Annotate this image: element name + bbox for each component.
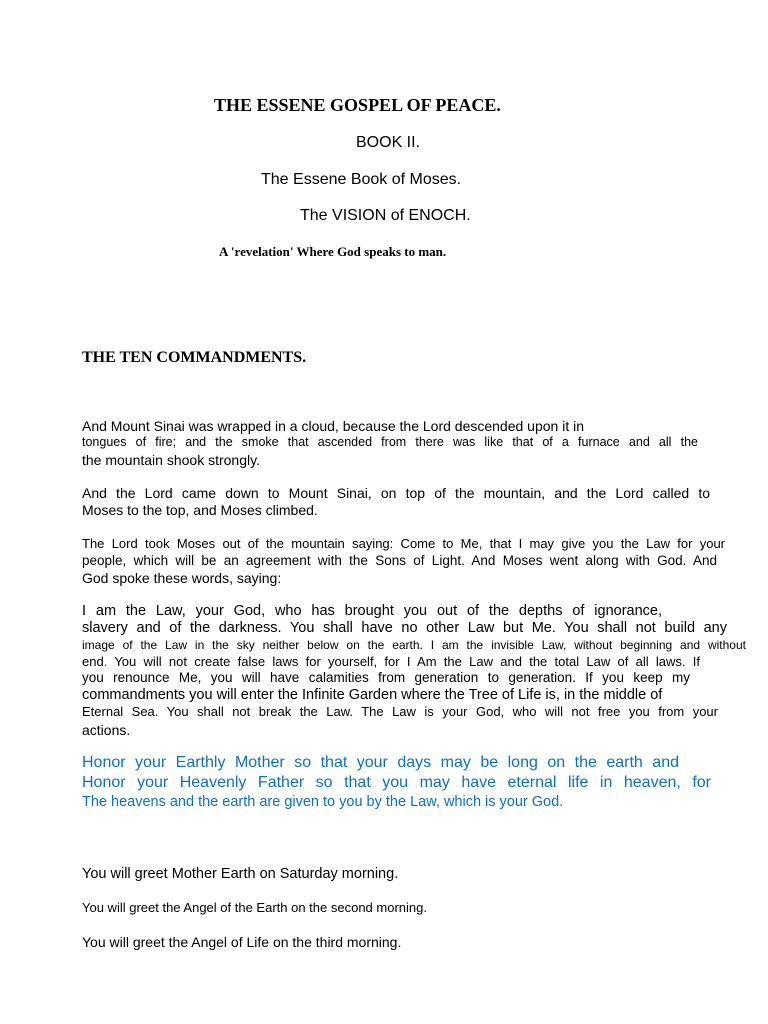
book-subtitle: The Essene Book of Moses. bbox=[261, 171, 462, 188]
tagline: A 'revelation' Where God speaks to man. bbox=[219, 244, 447, 259]
text-line: commandments you will enter the Infinite Garden where the Tree of Life is, in the middle of bbox=[82, 687, 663, 703]
text-line: The Lord took Moses out of the mountain saying: Come to Me, that I may give you the Law for your bbox=[82, 536, 725, 551]
text-line: Honor your Earthly Mother so that your days may be long on the earth and bbox=[82, 754, 679, 771]
text-line: image of the Law in the sky neither below on the earth. I am the invisible Law, without beginning and without bbox=[82, 638, 746, 652]
greeting-line: You will greet Mother Earth on Saturday morning. bbox=[82, 866, 399, 882]
text-line: The heavens and the earth are given to you by the Law, which is your God. bbox=[82, 794, 564, 810]
text-line: Eternal Sea. You shall not break the Law. The Law is your God, who will not free you from your bbox=[82, 704, 718, 719]
text-line: tongues of fire; and the smoke that ascended from there was like that of a furnace and all the bbox=[82, 435, 698, 449]
text-line: end. You will not create false laws for yourself, for I Am the Law and the total Law of all laws. If bbox=[82, 654, 700, 669]
text-line: Moses to the top, and Moses climbed. bbox=[82, 502, 318, 518]
document-title: THE ESSENE GOSPEL OF PEACE. bbox=[214, 95, 501, 115]
section-heading: THE TEN COMMANDMENTS. bbox=[82, 349, 307, 366]
text-line: And the Lord came down to Mount Sinai, on top of the mountain, and the Lord called to bbox=[82, 485, 710, 501]
greeting-line: You will greet the Angel of the Earth on the second morning. bbox=[82, 900, 427, 915]
text-line: And Mount Sinai was wrapped in a cloud, because the Lord descended upon it in bbox=[82, 418, 585, 434]
text-line: God spoke these words, saying: bbox=[82, 570, 282, 586]
book-label: BOOK II. bbox=[356, 134, 421, 151]
text-line: Honor your Heavenly Father so that you may have eternal life in heaven, for bbox=[82, 774, 711, 791]
greeting-line: You will greet the Angel of Life on the third morning. bbox=[82, 934, 402, 950]
text-line: the mountain shook strongly. bbox=[82, 452, 260, 468]
text-line: I am the Law, your God, who has brought you out of the depths of ignorance, bbox=[82, 603, 662, 619]
text-line: you renounce Me, you will have calamities from generation to generation. If you keep my bbox=[82, 670, 690, 685]
text-line: actions. bbox=[82, 722, 131, 738]
text-line: people, which will be an agreement with the Sons of Light. And Moses went along with God. And bbox=[82, 553, 717, 568]
vision-title: The VISION of ENOCH. bbox=[300, 207, 471, 224]
text-line: slavery and of the darkness. You shall have no other Law but Me. You shall not build any bbox=[82, 620, 727, 636]
